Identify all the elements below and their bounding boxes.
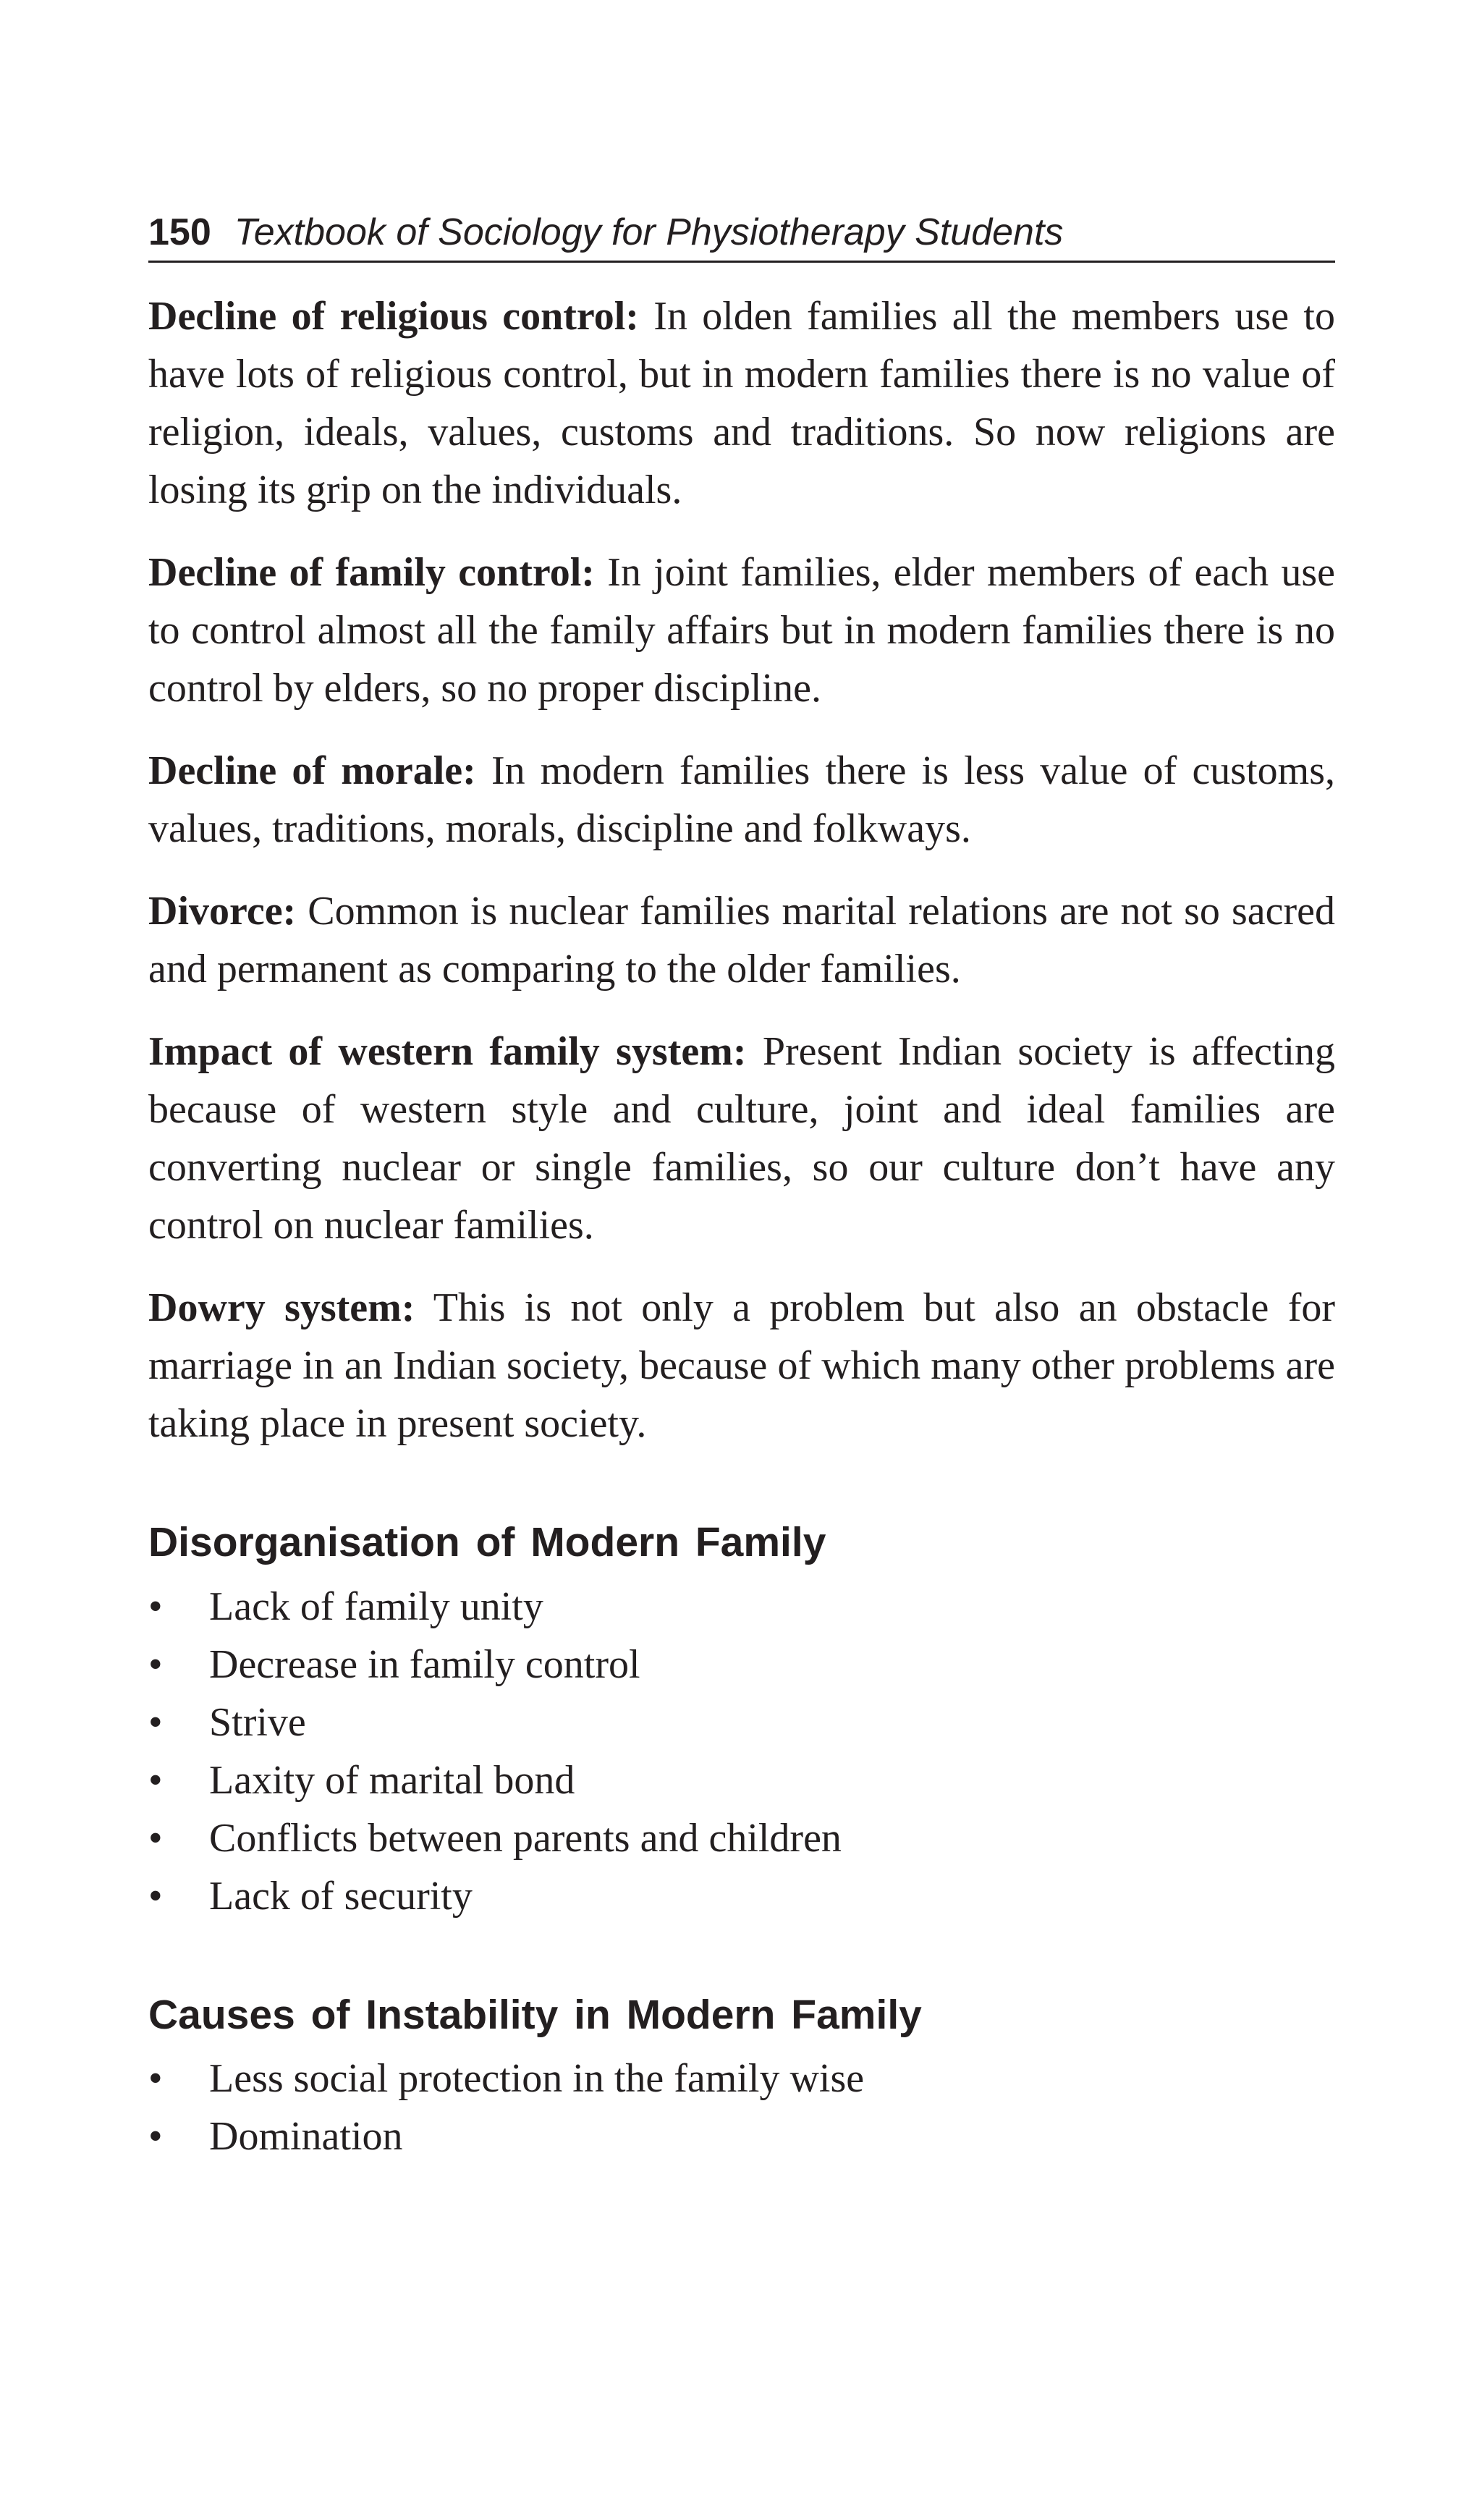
list-item-text: Laxity of marital bond xyxy=(209,1757,575,1803)
paragraph-text: Present Indian society is affecting because of western style and culture, joint and ideal families are converting nuclear or single families, so our culture don’t have any control on nuclear families. xyxy=(148,1029,1336,1248)
paragraph-family-control xyxy=(148,544,1335,717)
body-text xyxy=(148,287,1335,1453)
list-item-text: Conflicts between parents and children xyxy=(209,1815,842,1861)
paragraph-text: In modern families there is less value of customs, values, traditions, morals, discipline and folkways. xyxy=(148,748,1336,852)
list-item xyxy=(148,1636,1335,1694)
paragraph-term: Impact of western family system: xyxy=(148,1029,747,1075)
bullet-icon: • xyxy=(148,2114,163,2160)
paragraph-western-impact xyxy=(148,1023,1335,1254)
bullet-icon: • xyxy=(148,1584,163,1629)
running-head xyxy=(148,210,1335,263)
list-item-text: Strive xyxy=(209,1699,306,1745)
list-item xyxy=(148,1694,1335,1751)
paragraph-text: In joint families, elder members of each use to control almost all the family affairs but in modern families there is no control by elders, so no proper discipline. xyxy=(148,550,1336,711)
paragraph-term: Divorce: xyxy=(148,889,297,934)
bullet-icon: • xyxy=(148,1757,163,1803)
list-item xyxy=(148,1809,1335,1867)
paragraph-divorce xyxy=(148,882,1335,998)
paragraph-term: Decline of morale: xyxy=(148,748,476,794)
paragraph-text: In olden families all the members use to have lots of religious control, but in modern families there is no value of religion, ideals, values, customs and traditions. So now religions are losing its grip on the individuals. xyxy=(148,294,1335,513)
paragraph-morale xyxy=(148,742,1335,858)
book-title: Textbook of Sociology for Physiotherapy Students xyxy=(234,211,1064,253)
section-heading-disorganisation: Disorganisation of Modern Family xyxy=(148,1519,826,1566)
list-item xyxy=(148,2107,1335,2165)
bullet-list-instability xyxy=(148,2050,1335,2165)
list-item-text: Less social protection in the family wise xyxy=(209,2056,865,2102)
paragraph-term: Decline of religious control: xyxy=(148,294,639,339)
list-item-text: Lack of security xyxy=(209,1873,473,1919)
bullet-icon: • xyxy=(148,2056,163,2102)
paragraph-dowry xyxy=(148,1279,1335,1453)
paragraph-text: Common is nuclear families marital relations are not so sacred and permanent as comparing to the older families. xyxy=(148,889,1336,992)
paragraph-text: This is not only a problem but also an obstacle for marriage in an Indian society, because of which many other problems are taking place in present society. xyxy=(148,1285,1336,1447)
list-item xyxy=(148,1867,1335,1925)
list-item-text: Decrease in family control xyxy=(209,1641,640,1687)
paragraph-term: Decline of family control: xyxy=(148,550,595,596)
list-item-text: Lack of family unity xyxy=(209,1584,543,1629)
section-heading-instability: Causes of Instability in Modern Family xyxy=(148,1991,922,2038)
bullet-icon: • xyxy=(148,1815,163,1861)
book-page xyxy=(148,210,1335,2165)
bullet-icon: • xyxy=(148,1641,163,1687)
bullet-list-disorganisation xyxy=(148,1578,1335,1925)
list-item xyxy=(148,1578,1335,1636)
page-number: 150 xyxy=(148,211,211,253)
paragraph-religious-control xyxy=(148,287,1335,519)
list-item xyxy=(148,2050,1335,2107)
bullet-icon: • xyxy=(148,1699,163,1745)
list-item-text: Domination xyxy=(209,2114,403,2160)
bullet-icon: • xyxy=(148,1873,163,1919)
list-item xyxy=(148,1751,1335,1809)
paragraph-term: Dowry system: xyxy=(148,1285,415,1331)
